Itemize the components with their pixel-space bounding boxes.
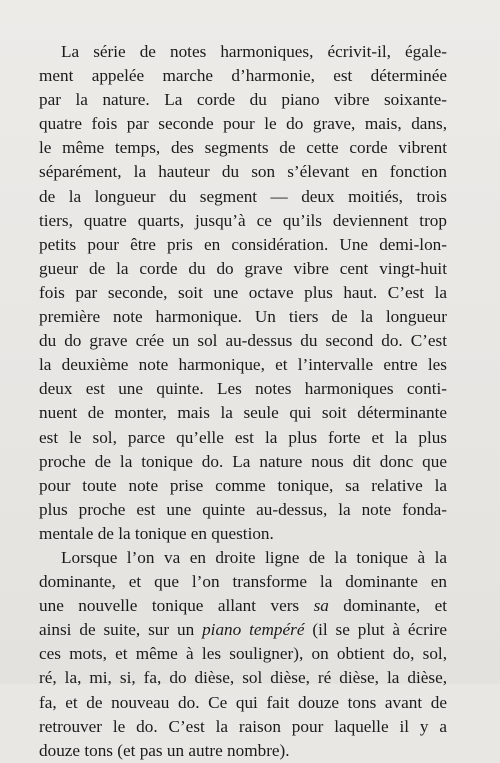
text-line: la deuxième note harmonique, et l’intervalle entre les [39,355,447,375]
text-line: première note harmonique. Un tiers de la longueur [39,307,447,327]
text-line: gueur de la corde du do grave vibre cent vingt-huit [39,258,447,278]
italic-phrase: piano tempéré [202,620,305,640]
text-run: une nouvelle tonique allant vers [39,596,314,616]
text-line: tiers, quatre quarts, jusqu’à ce qu’ils deviennent trop [39,210,447,230]
text-line: pour toute note prise comme tonique, sa relative la [39,475,447,495]
text-line: douze tons (et pas un autre nombre). [39,740,290,760]
text-run: (il se plut à écrire [304,620,447,640]
text-line: deux est une quinte. Les notes harmoniques conti- [39,379,447,399]
text-line: proche de la tonique do. La nature nous dit donc que [39,451,447,471]
text-line: petits pour être pris en considération. Une demi-lon- [39,234,447,254]
italic-word: sa [313,596,329,616]
text-run: ainsi de suite, sur un [39,620,203,640]
text-line: ré, la, mi, si, fa, do dièse, sol dièse, ré dièse, la dièse, [39,668,447,688]
text-line: mentale de la tonique en question. [39,523,274,543]
text-line: ment appelée marche d’harmonie, est déterminée [39,66,447,86]
text-line: de la longueur du segment — deux moitiés, trois [39,186,447,206]
text-line: fois par seconde, soit une octave plus haut. C’est la [39,282,447,302]
body-text [39,40,447,763]
text-line: quatre fois par seconde pour le do grave, mais, dans, [39,114,447,134]
text-line: le même temps, des segments de cette corde vibrent [39,138,447,158]
text-line: ces mots, et même à les souligner), on obtient do, sol, [39,644,447,664]
text-line: plus proche est une quinte au-dessus, la note fonda- [39,499,447,519]
text-line: nuent de monter, mais la seule qui soit déterminante [39,403,447,423]
text-line: séparément, la hauteur du son s’élevant en fonction [39,162,447,182]
text-run: dominante, et [328,596,447,616]
text-line [39,618,447,642]
text-line [39,594,447,618]
paragraph-1 [39,40,447,546]
text-line: retrouver le do. C’est la raison pour laquelle il y a [39,716,447,736]
text-line: est le sol, parce qu’elle est la plus forte et la plus [39,427,447,447]
text-line: Lorsque l’on va en droite ligne de la tonique à la [61,547,447,567]
text-line: fa, et de nouveau do. Ce qui fait douze tons avant de [39,692,447,712]
text-line: dominante, et que l’on transforme la dominante en [39,572,447,592]
text-line: par la nature. La corde du piano vibre soixante- [39,90,447,110]
text-line: La série de notes harmoniques, écrivit-il, égale- [61,42,447,61]
paragraph-2 [39,546,447,763]
text-line: du do grave crée un sol au-dessus du second do. C’est [39,331,447,351]
